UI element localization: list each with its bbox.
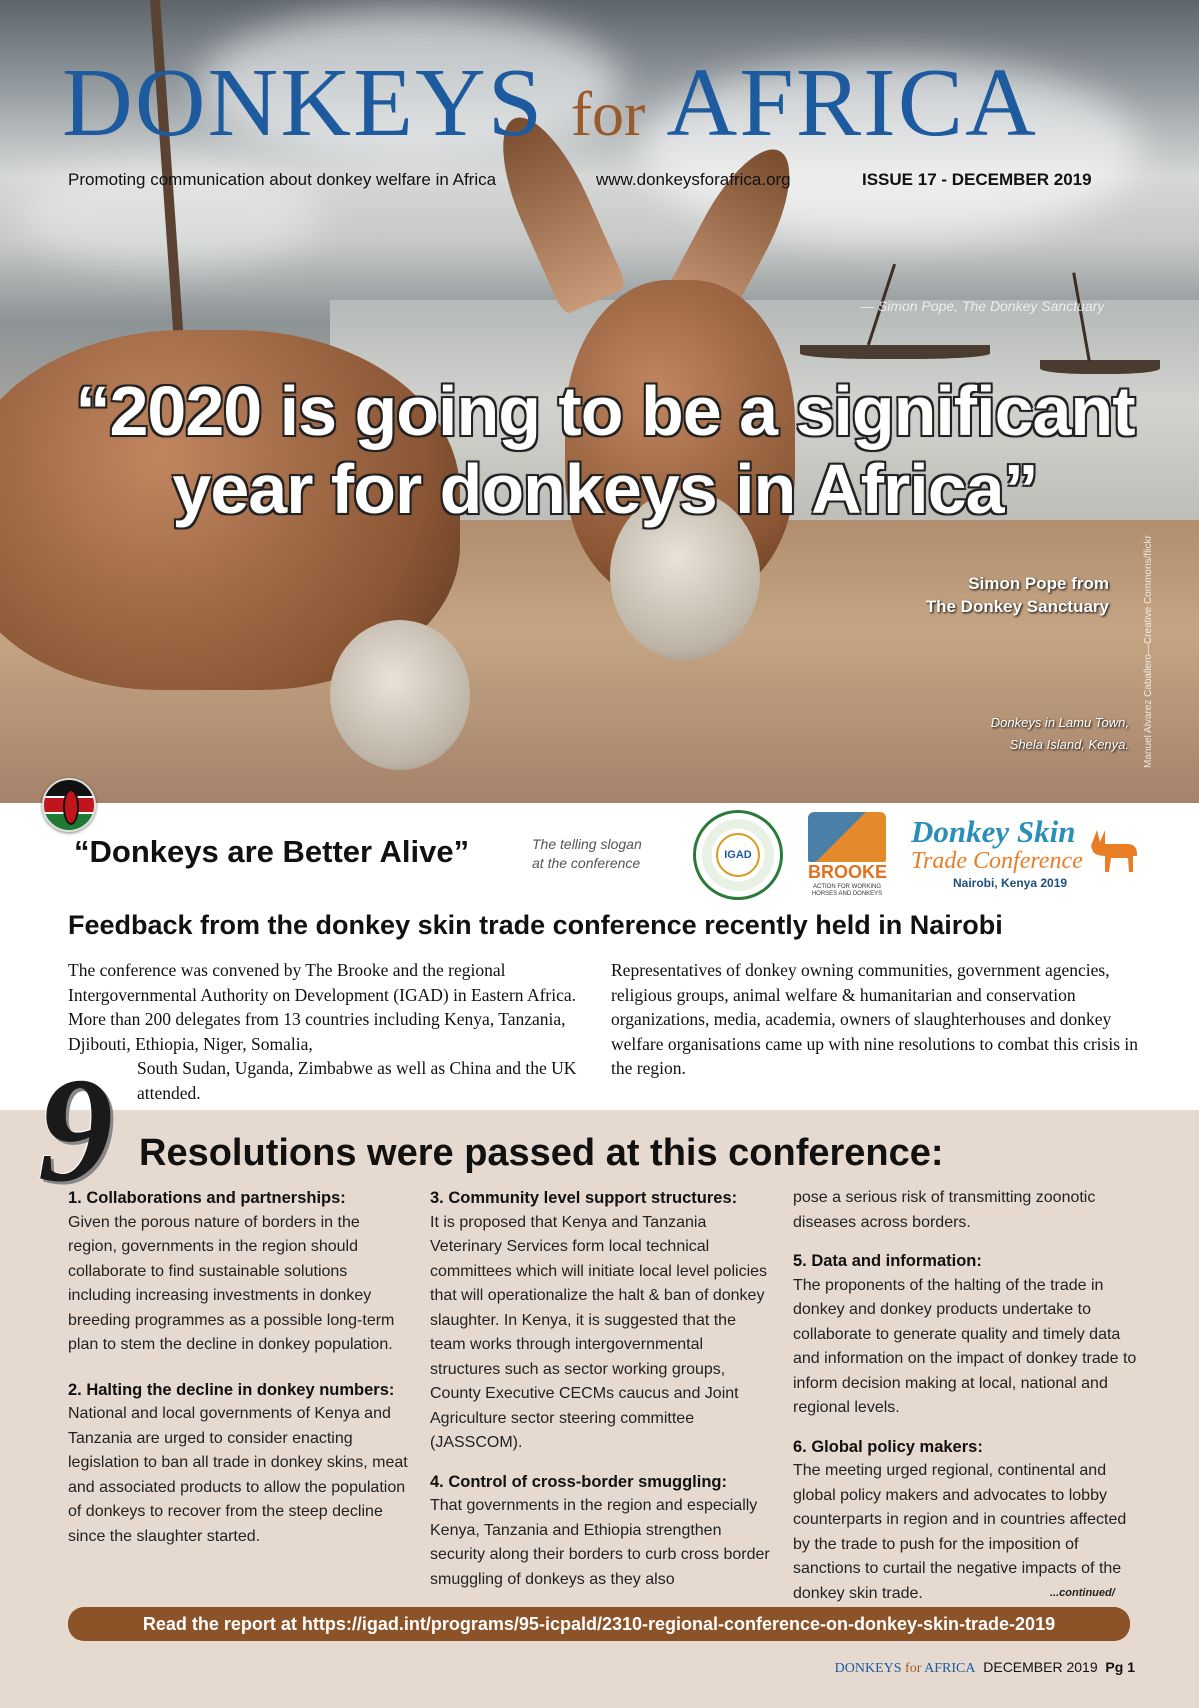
slogan-note-line: at the conference [532, 855, 641, 871]
resolutions-column-2 [430, 1186, 770, 1606]
website-link[interactable]: www.donkeysforafrica.org [596, 170, 791, 189]
slogan-note [532, 835, 662, 873]
page-number: Pg 1 [1105, 1659, 1135, 1675]
resolution-title: 2. Halting the decline in donkey numbers: [68, 1380, 395, 1399]
hero-photo [0, 0, 1199, 803]
resolutions-heading: Resolutions were passed at this conference: [139, 1132, 944, 1174]
caption-line: Donkeys in Lamu Town, [990, 715, 1129, 730]
donkey-left-muzzle [330, 620, 470, 770]
resolution-title: 6. Global policy makers: [793, 1437, 983, 1456]
resolution-text: National and local governments of Kenya and Tanzania are urged to consider enacting legislation to ban all trade in donkey skins, meat and associated products to allow the population of donkeys to recover from the steep decline since the slaughter started. [68, 1405, 408, 1545]
masthead-for: for [570, 78, 646, 149]
conference-logo-line2: Trade Conference [911, 848, 1083, 874]
conference-logo-line1: Donkey Skin [911, 814, 1076, 849]
resolutions-column-1 [68, 1186, 413, 1563]
intro-left-paragraph: The conference was convened by The Brooke and the regional Intergovernmental Authority on Development (IGAD) in Eastern Africa. More than 200 delegates from 13 countries including Kenya, Tanzania, Djibouti, Ethiopia, Niger, Somalia, [68, 960, 577, 1054]
report-link-banner[interactable]: Read the report at https://igad.int/programs/95-icpald/2310-regional-conference-on-donkey-skin-trade-2019 [68, 1607, 1130, 1641]
resolution-text: The meeting urged regional, continental and global policy makers and advocates to lobby counterparts in region and in countries affected by the trade to push for the imposition of sanctions to curtail the negative impacts of the donkey skin trade. [793, 1462, 1127, 1602]
masthead-donkeys: DONKEYS [62, 49, 545, 157]
footer-brand-for: for [905, 1661, 922, 1676]
photo-credit: — Simon Pope, The Donkey Sanctuary [860, 298, 1105, 314]
brooke-logo [808, 812, 886, 898]
masthead-title [62, 49, 1142, 157]
tagline: Promoting communication about donkey welfare in Africa [68, 170, 497, 189]
igad-logo-text: IGAD [716, 833, 760, 877]
intro-left-paragraph-cont: South Sudan, Uganda, Zimbabwe as well as China and the UK attended. [137, 1058, 577, 1103]
dhow-boat [800, 345, 990, 359]
attribution-line: The Donkey Sanctuary [925, 597, 1109, 616]
kenya-flag-icon [42, 778, 96, 832]
donkey-icon [1083, 826, 1141, 874]
resolution-text: Given the porous nature of borders in the region, governments in the region should collaborate to find sustainable solutions including increasing investments in donkey breeding programmes as a possible long-term plan to stem the decline in donkey population. [68, 1213, 395, 1353]
page-footer [835, 1659, 1135, 1677]
issue-label: ISSUE 17 - DECEMBER 2019 [862, 170, 1092, 189]
footer-brand-donkeys: DONKEYS [834, 1661, 902, 1676]
quote-attribution [926, 572, 1109, 618]
headline-quote [30, 372, 1180, 528]
intro-right-paragraph: Representatives of donkey owning communities, government agencies, religious groups, animal welfare & humanitarian and conservation organizations, media, academia, owners of slaughterhouses and donkey welfare organisations came up with nine resolutions to combat this crisis in the region. [611, 960, 1138, 1078]
conference-logo [905, 814, 1145, 898]
resolution-text: The proponents of the halting of the trade in donkey and donkey products undertake to collaborate to generate quality and timely data and information on the impact of donkey trade to inform decision making at local, national and regional levels. [793, 1276, 1137, 1416]
footer-brand-africa: AFRICA [924, 1661, 976, 1676]
article-title: Feedback from the donkey skin trade conference recently held in Nairobi [68, 910, 1003, 940]
caption-line: Shela Island, Kenya. [1009, 737, 1129, 752]
masthead-africa: AFRICA [666, 49, 1038, 157]
resolutions-column-3 [793, 1186, 1138, 1620]
igad-logo [693, 810, 783, 900]
headline-line: “2020 is going to be a significant [75, 372, 1135, 450]
continued-note: ...continued/ [1050, 1587, 1115, 1599]
attribution-line: Simon Pope from [968, 574, 1109, 593]
horse-donkey-icon [808, 812, 886, 862]
slogan-note-line: The telling slogan [532, 836, 642, 852]
conference-logo-line3: Nairobi, Kenya 2019 [953, 876, 1068, 890]
brooke-name: BROOKE [808, 862, 888, 882]
photo-caption [991, 712, 1129, 756]
slogan: “Donkeys are Better Alive” [74, 834, 470, 869]
brooke-subtitle: ACTION FOR WORKING HORSES AND DONKEYS [811, 884, 883, 897]
footer-date: DECEMBER 2019 [983, 1659, 1098, 1675]
resolution-title: 1. Collaborations and partnerships: [68, 1189, 346, 1207]
headline-line: year for donkeys in Africa” [172, 450, 1038, 528]
resolution-text: That governments in the region and especially Kenya, Tanzania and Ethiopia strengthen security along their borders to curb cross border smuggling of donkeys as they also [430, 1497, 770, 1588]
resolution-text: It is proposed that Kenya and Tanzania Veterinary Services form local technical committees which will initiate local level policies that will operationalize the halt & ban of donkey slaughter. In Kenya, it is suggested that the team works through intergovernmental structures such as sector working groups, County Executive CECMs caucus and Joint Agriculture sector steering committee (JASSCOM). [430, 1213, 768, 1451]
resolution-title: 5. Data and information: [793, 1252, 982, 1270]
resolution-title: 4. Control of cross-border smuggling: [430, 1472, 728, 1491]
resolution-text: pose a serious risk of transmitting zoonotic diseases across borders. [793, 1189, 1096, 1231]
side-photo-credit: Manuel Alvarez Caballero—Creative Commons/flickr [1143, 535, 1154, 768]
big-number-nine: 9 [38, 1047, 113, 1213]
resolution-title: 3. Community level support structures: [430, 1189, 738, 1207]
flag-shield [63, 789, 79, 825]
footer-brand [835, 1661, 976, 1676]
